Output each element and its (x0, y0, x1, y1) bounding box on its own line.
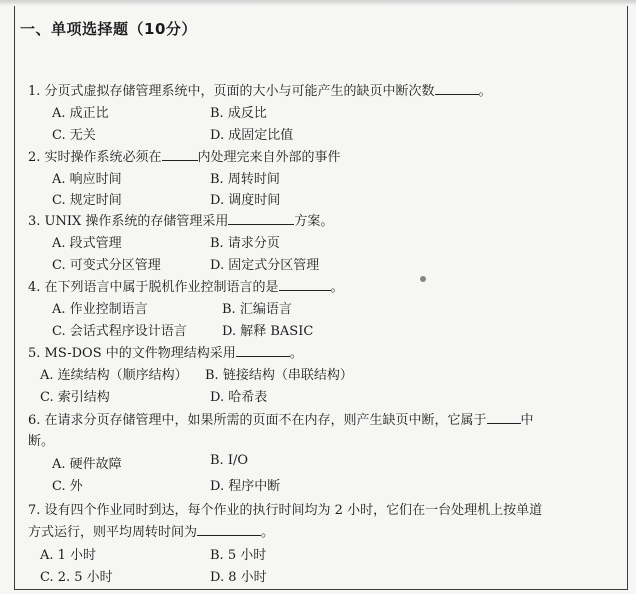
answer-blank (197, 525, 261, 536)
answer-blank (162, 150, 198, 161)
question-2 (28, 146, 341, 165)
q2-option-c: C. 规定时间 (52, 193, 122, 208)
section-title: 一、单项选择题（10分） (20, 20, 197, 38)
answer-blank (279, 280, 331, 291)
q6-option-a: A. 硬件故障 (52, 457, 122, 472)
q7-option-c: C. 2. 5 小时 (40, 570, 113, 585)
question-6-line-2: 断。 (28, 434, 55, 449)
question-7-line-2 (28, 521, 274, 540)
q2-option-d: D. 调度时间 (210, 193, 281, 208)
q7-option-a: A. 1 小时 (40, 548, 97, 563)
q5-option-c: C. 索引结构 (40, 390, 110, 405)
question-5 (28, 342, 303, 361)
question-4-stem: 4. 在下列语言中属于脱机作业控制语言的是 (28, 280, 279, 295)
question-2-stem: 2. 实时操作系统必须在 (28, 150, 162, 165)
question-3-stem: 3. UNIX 操作系统的存储管理采用 (28, 214, 229, 229)
question-7-stem-end: 。 (261, 525, 275, 540)
q5-option-a: A. 连续结构（顺序结构） (40, 368, 188, 383)
q2-option-a: A. 响应时间 (52, 172, 122, 187)
q1-option-b: B. 成反比 (210, 106, 267, 121)
q3-option-a: A. 段式管理 (52, 236, 122, 251)
answer-blank (236, 346, 290, 357)
q6-option-d: D. 程序中断 (210, 479, 281, 494)
q3-option-b: B. 请求分页 (210, 236, 280, 251)
question-7: 7. 设有四个作业同时到达，每个作业的执行时间均为 2 小时，它们在一台处理机上按单道 (28, 503, 543, 518)
question-5-stem: 5. MS-DOS 中的文件物理结构采用 (28, 346, 236, 361)
q2-option-b: B. 周转时间 (210, 172, 280, 187)
q5-option-b: B. 链接结构（串联结构） (205, 368, 353, 383)
q6-option-b: B. I/O (210, 453, 248, 468)
answer-blank (435, 84, 479, 95)
question-7-stem-2: 方式运行，则平均周转时间为 (28, 525, 198, 540)
q6-option-c: C. 外 (52, 479, 83, 494)
question-4-stem-end: 。 (330, 280, 344, 295)
answer-blank (487, 413, 521, 424)
question-3-stem-end: 方案。 (294, 214, 334, 229)
q1-option-c: C. 无关 (52, 128, 96, 143)
question-1-stem: 1. 分页式虚拟存储管理系统中，页面的大小与可能产生的缺页中断次数 (28, 84, 435, 99)
q5-option-d: D. 哈希表 (210, 390, 268, 405)
q3-option-d: D. 固定式分区管理 (210, 258, 320, 273)
question-6-stem-end: 中 (520, 413, 534, 428)
q7-option-b: B. 5 小时 (210, 548, 267, 563)
q3-option-c: C. 可变式分区管理 (52, 258, 161, 273)
question-6 (28, 409, 534, 428)
question-1 (28, 80, 492, 99)
answer-blank (228, 214, 294, 225)
q7-option-d: D. 8 小时 (210, 570, 267, 585)
q4-option-d: D. 解释 BASIC (222, 324, 314, 339)
q1-option-a: A. 成正比 (52, 106, 109, 121)
question-4 (28, 276, 344, 295)
q1-option-d: D. 成固定比值 (210, 128, 294, 143)
question-6-stem: 6. 在请求分页存储管理中，如果所需的页面不在内存，则产生缺页中断，它属于 (28, 413, 487, 428)
q4-option-a: A. 作业控制语言 (52, 302, 148, 317)
q4-option-b: B. 汇编语言 (222, 302, 292, 317)
question-1-stem-end: 。 (478, 84, 492, 99)
question-2-stem-end: 内处理完来自外部的事件 (197, 150, 341, 165)
q4-option-c: C. 会话式程序设计语言 (52, 324, 187, 339)
question-5-stem-end: 。 (289, 346, 303, 361)
question-3 (28, 210, 333, 229)
scan-speck (420, 276, 426, 282)
